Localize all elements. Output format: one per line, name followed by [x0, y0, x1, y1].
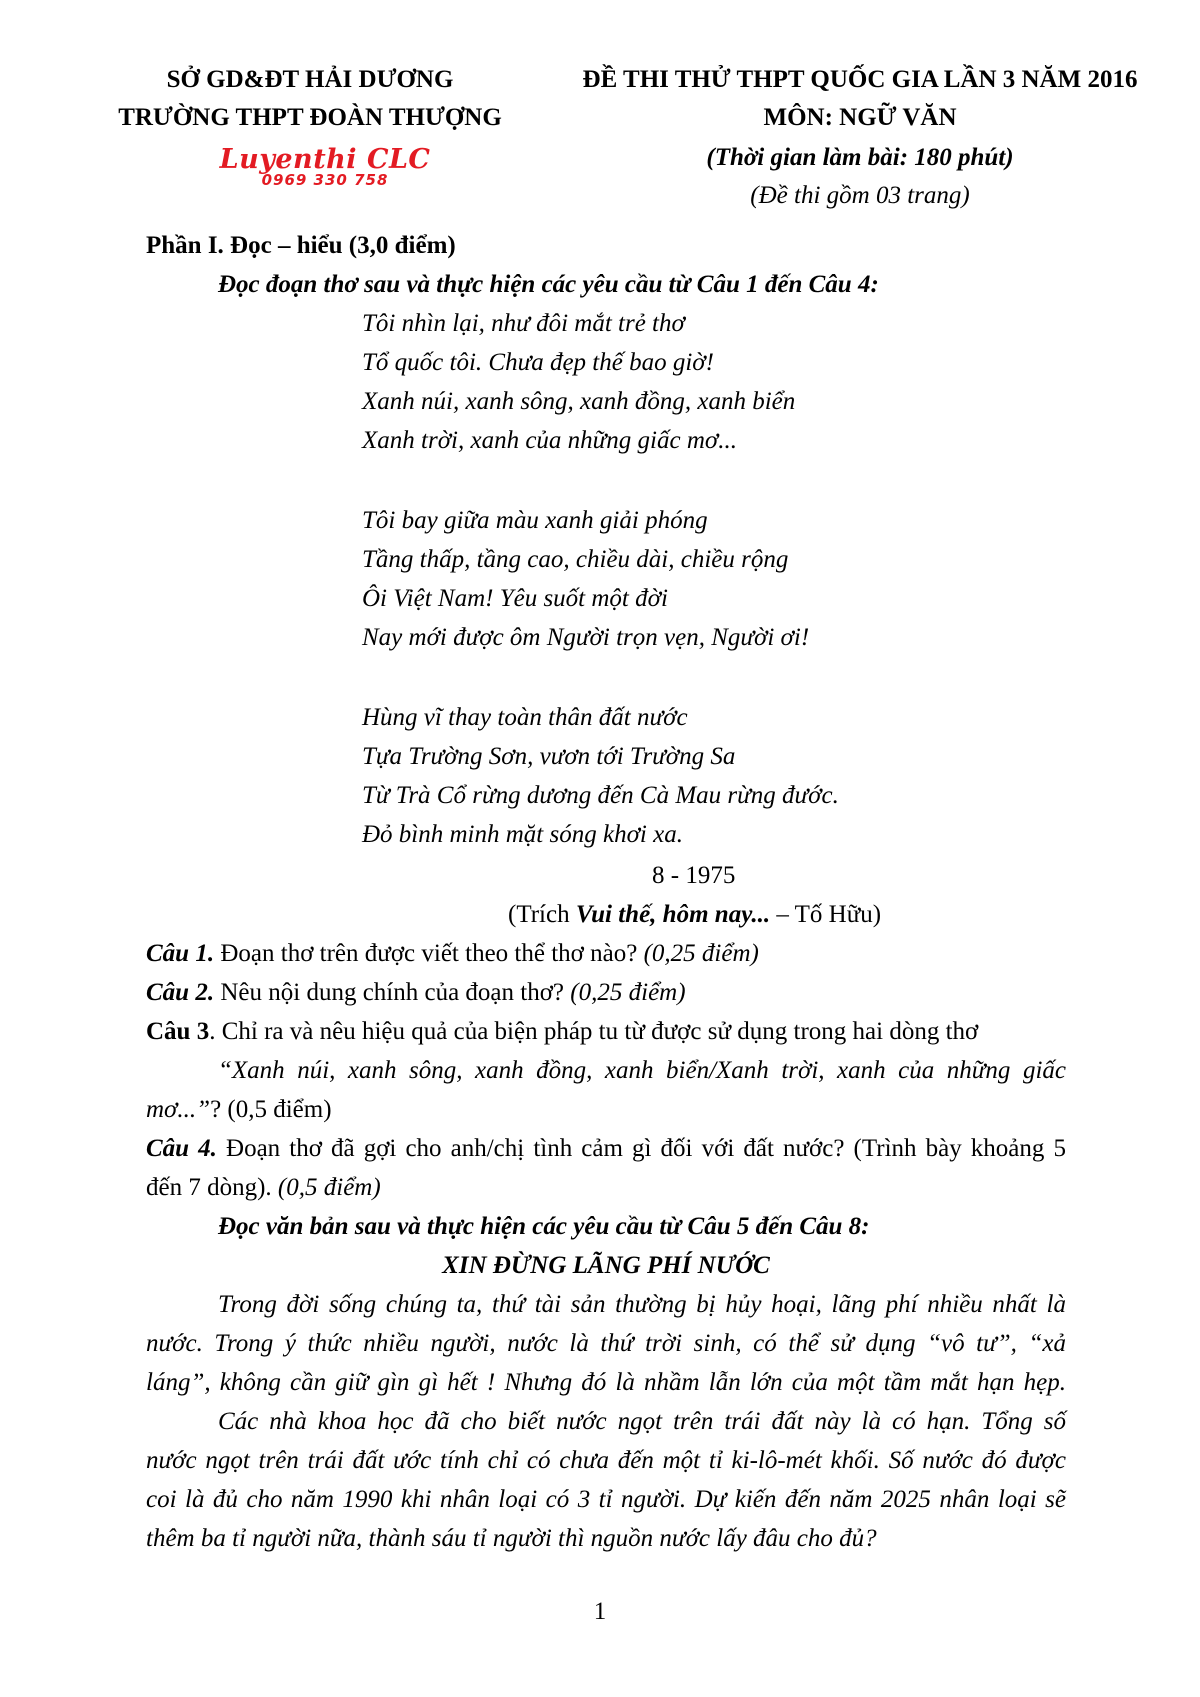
- instruction-poem: Đọc đoạn thơ sau và thực hiện các yêu cầu từ Câu 1 đến Câu 4:: [218, 271, 879, 298]
- q1-label: Câu 1.: [146, 940, 215, 967]
- instruction-text: Đọc văn bản sau và thực hiện các yêu cầu từ Câu 5 đến Câu 8:: [218, 1213, 870, 1240]
- text-title: XIN ĐỪNG LÃNG PHÍ NƯỚC: [442, 1252, 770, 1279]
- exam-subject: MÔN: NGỮ VĂN: [763, 104, 957, 131]
- question-1: [146, 940, 759, 968]
- header-department: SỞ GD&ĐT HẢI DƯƠNG: [166, 66, 454, 93]
- poem-line: Tôi nhìn lại, như đôi mắt trẻ thơ: [362, 310, 685, 337]
- watermark-phone: 0969 330 758: [261, 171, 389, 189]
- exam-pages: (Đề thi gồm 03 trang): [750, 182, 970, 209]
- question-4: [146, 1135, 1066, 1163]
- para2-line2: nước ngọt trên trái đất ước tính chỉ có chưa đến một tỉ ki-lô-mét khối. Số nước đó được: [146, 1447, 1066, 1474]
- para1-line2: nước. Trong ý thức nhiều người, nước là thứ trời sinh, có thể sử dụng “vô tư”, “xả: [146, 1330, 1066, 1357]
- watermark-logo: [210, 144, 440, 188]
- poem-line: Tổ quốc tôi. Chưa đẹp thế bao giờ!: [362, 349, 714, 376]
- q3-points: ? (0,5 điểm): [210, 1096, 332, 1123]
- poem-line: Xanh núi, xanh sông, xanh đồng, xanh biển: [362, 388, 796, 415]
- q3-text: . Chỉ ra và nêu hiệu quả của biện pháp tu từ được sử dụng trong hai dòng thơ: [209, 1018, 979, 1045]
- watermark-name: Luyenthi CLC: [219, 144, 431, 175]
- para2-line4: thêm ba tỉ người nữa, thành sáu tỉ người thì nguồn nước lấy đâu cho đủ?: [146, 1525, 877, 1552]
- q4-text-2: đến 7 dòng).: [146, 1174, 278, 1201]
- q1-text: Đoạn thơ trên được viết theo thể thơ nào?: [214, 940, 644, 967]
- q4-points: (0,5 điểm): [277, 1174, 381, 1201]
- poem-source: [508, 901, 881, 929]
- poem-line: Tầng thấp, tầng cao, chiều dài, chiều rộng: [362, 546, 789, 573]
- source-suffix: – Tố Hữu): [770, 901, 882, 928]
- q2-label: Câu 2.: [146, 979, 215, 1006]
- poem-line: Đỏ bình minh mặt sóng khơi xa.: [362, 821, 683, 848]
- header-school: TRƯỜNG THPT ĐOÀN THƯỢNG: [118, 104, 502, 131]
- q3-label: Câu 3: [146, 1018, 210, 1045]
- poem-line: Tôi bay giữa màu xanh giải phóng: [362, 507, 708, 534]
- exam-title: ĐỀ THI THỬ THPT QUỐC GIA LẦN 3 NĂM 2016: [582, 66, 1138, 93]
- q3-quote-end: mơ...”: [146, 1096, 211, 1123]
- poem-line: Nay mới được ôm Người trọn vẹn, Người ơi!: [362, 624, 810, 651]
- q4-text: Đoạn thơ đã gợi cho anh/chị tình cảm gì đối với đất nước? (Trình bày khoảng 5: [216, 1135, 1066, 1162]
- source-prefix: (Trích: [508, 901, 576, 928]
- para1-line3: láng”, không cần giữ gìn gì hết ! Nhưng đó là nhầm lẫn lớn của một tầm mắt hạn hẹp.: [146, 1369, 1066, 1396]
- poem-line: Hùng vĩ thay toàn thân đất nước: [362, 704, 688, 731]
- q2-text: Nêu nội dung chính của đoạn thơ?: [214, 979, 571, 1006]
- poem-line: Xanh trời, xanh của những giấc mơ...: [362, 427, 737, 454]
- para2-line1: Các nhà khoa học đã cho biết nước ngọt trên trái đất này là có hạn. Tổng số: [218, 1408, 1066, 1435]
- q1-points: (0,25 điểm): [643, 940, 759, 967]
- poem-line: Từ Trà Cổ rừng dương đến Cà Mau rừng đước.: [362, 782, 839, 809]
- question-3: [146, 1018, 978, 1046]
- question-4-cont: [146, 1174, 381, 1202]
- poem-line: Ôi Việt Nam! Yêu suốt một đời: [362, 585, 668, 612]
- para1-line1: Trong đời sống chúng ta, thứ tài sản thường bị hủy hoại, lãng phí nhiều nhất là: [218, 1291, 1066, 1318]
- q4-label: Câu 4.: [146, 1135, 217, 1162]
- poem-date: 8 - 1975: [652, 862, 736, 889]
- part1-title: Phần I. Đọc – hiểu (3,0 điểm): [146, 232, 456, 259]
- source-title: Vui thế, hôm nay...: [575, 901, 771, 928]
- page-number: 1: [593, 1598, 607, 1625]
- q2-points: (0,25 điểm): [570, 979, 686, 1006]
- para2-line3: coi là đủ cho năm 1990 khi nhân loại có 3 tỉ người. Dự kiến đến năm 2025 nhân loại sẽ: [146, 1486, 1066, 1513]
- exam-time: (Thời gian làm bài: 180 phút): [706, 144, 1014, 171]
- q3-quote-line2: [146, 1096, 332, 1124]
- poem-line: Tựa Trường Sơn, vươn tới Trường Sa: [362, 743, 736, 770]
- question-2: [146, 979, 686, 1007]
- q3-quote-line1: “Xanh núi, xanh sông, xanh đồng, xanh biển/Xanh trời, xanh của những giấc: [218, 1057, 1066, 1084]
